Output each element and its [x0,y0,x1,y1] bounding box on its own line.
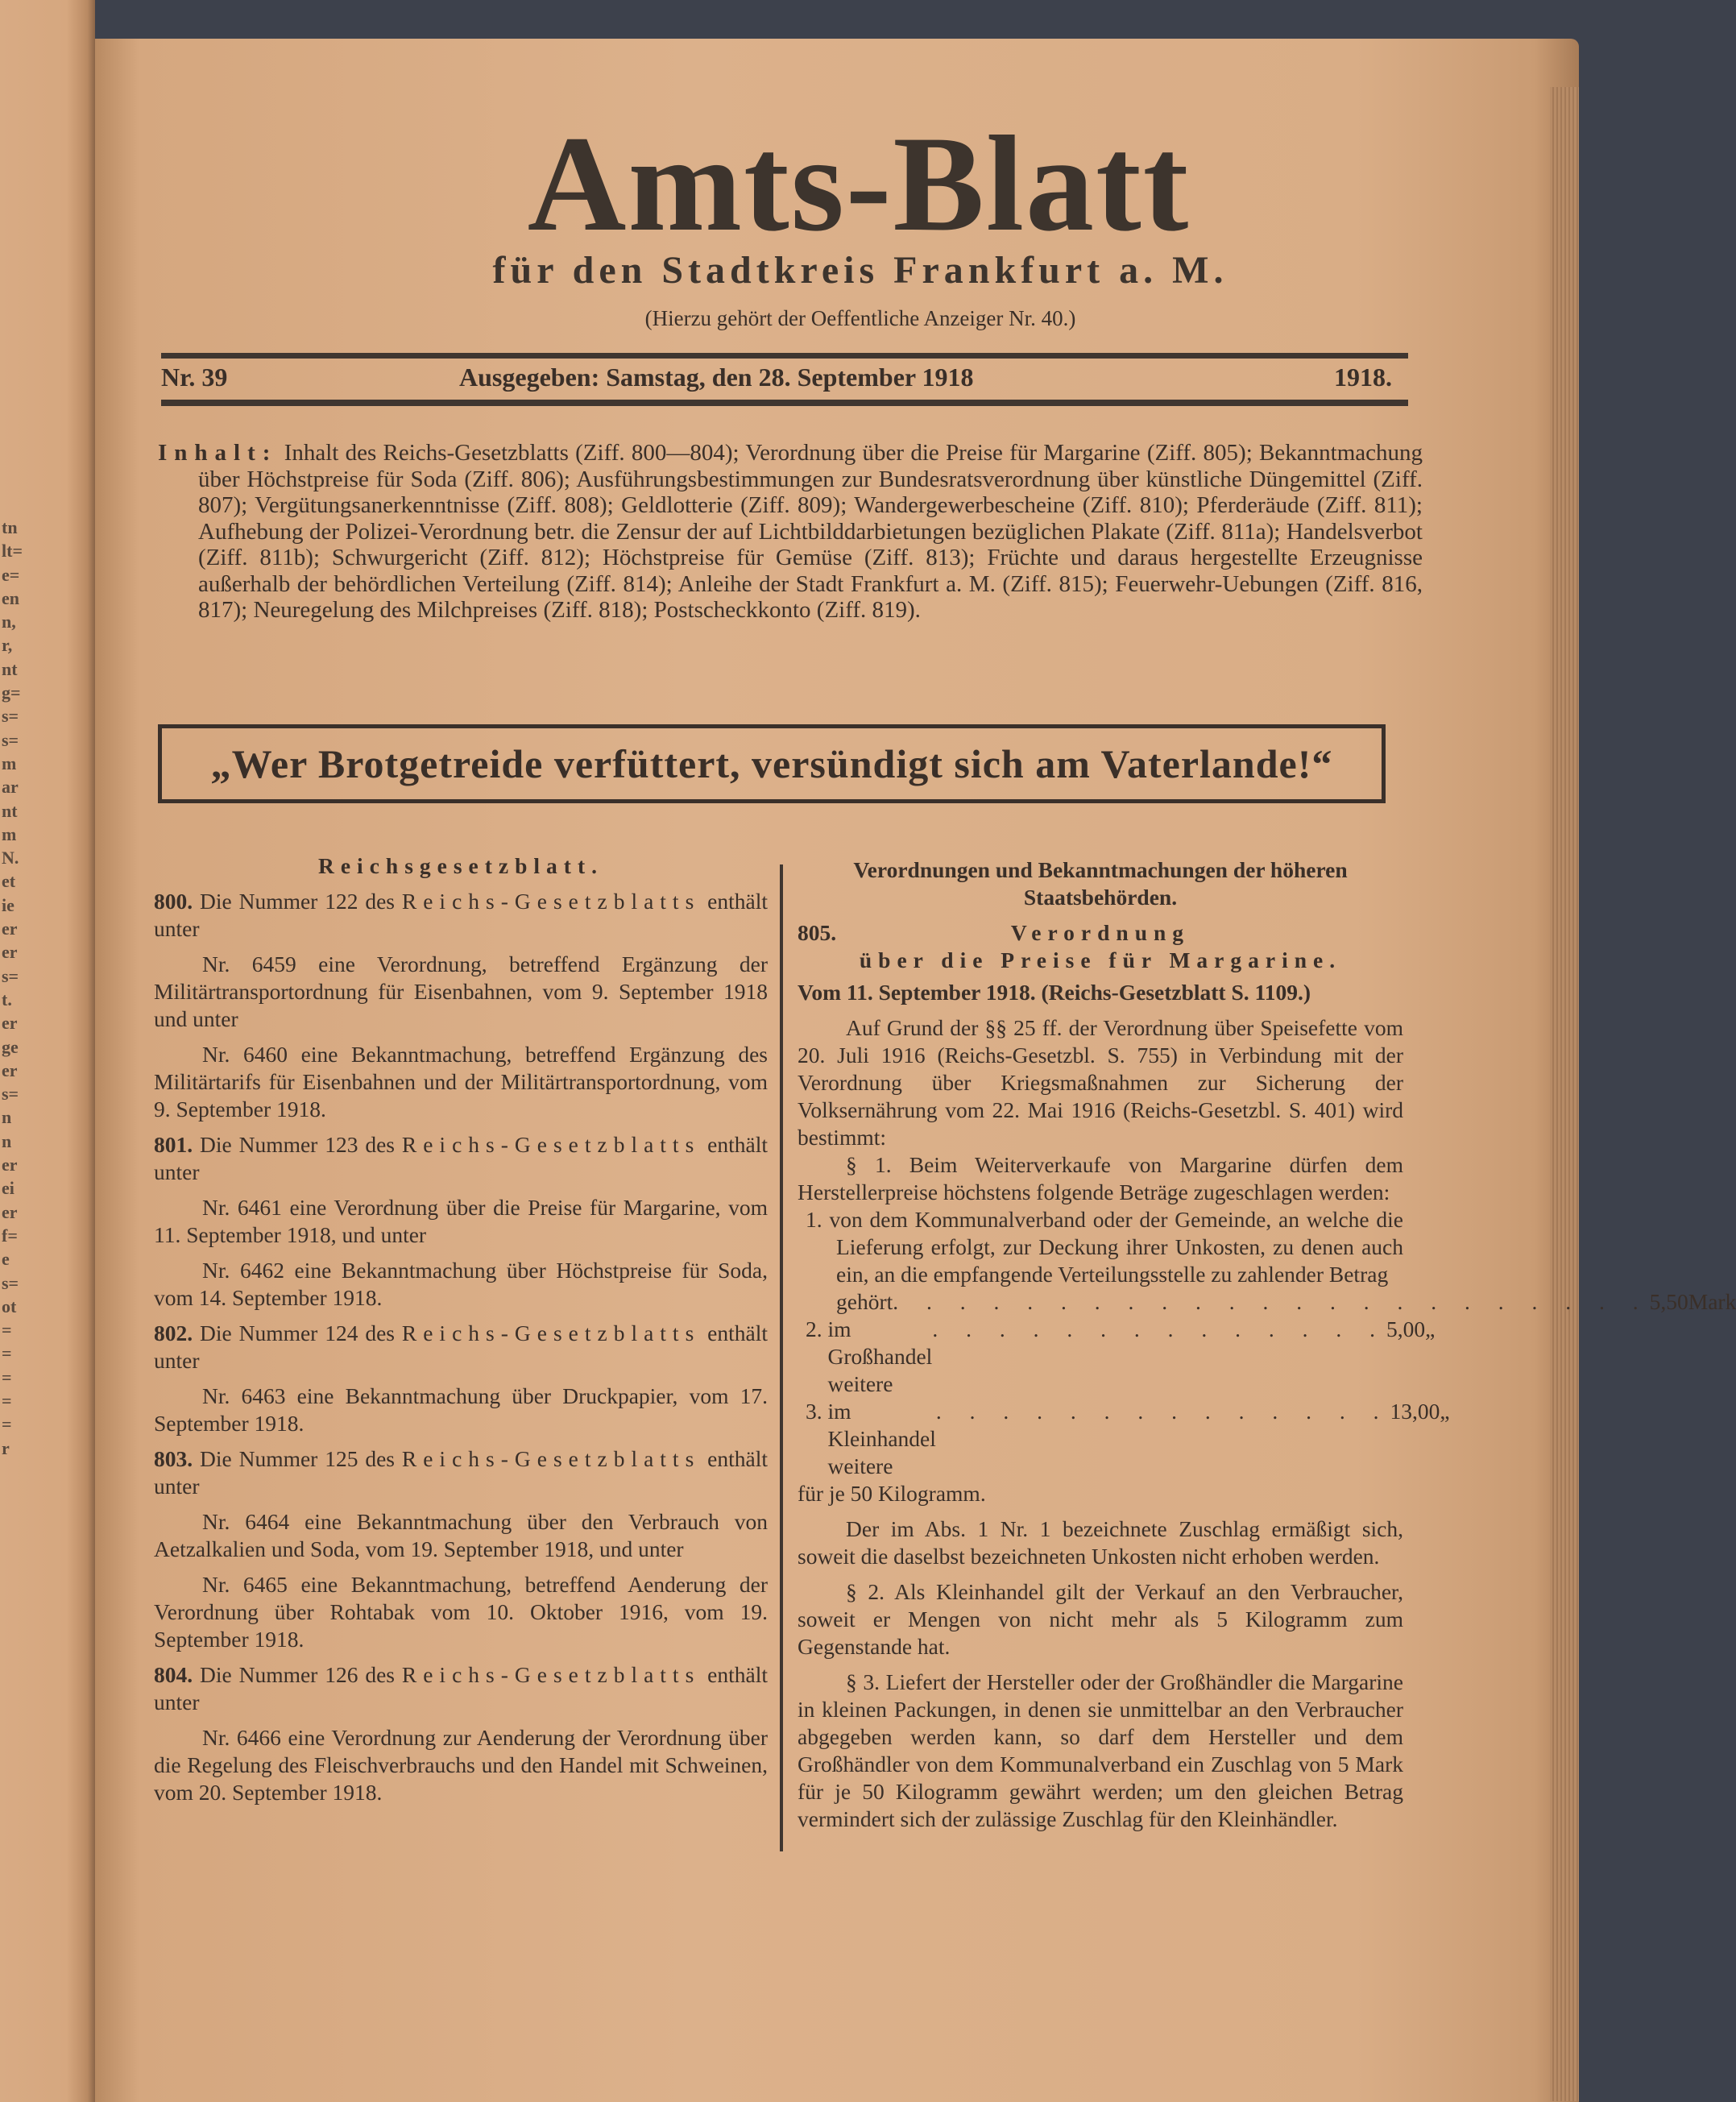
margin-fragment: s= [2,965,19,986]
entry-intro-tail: enthält unter [154,1132,768,1184]
entry-title: Verordnung [1010,920,1191,945]
item-amount: 5,50 [1649,1289,1688,1314]
item-unit: Mark [1688,1289,1736,1314]
margin-fragment: ot [2,1296,17,1316]
entry-subtitle: über die Preise für Margarine. [859,947,1342,972]
contents-label: Inhalt: [158,440,278,466]
gazette-item: Nr. 6466 eine Verordnung zur Aenderung der Verordnung über die Regelung des Fleischverbrauchs und den Handel mit Schweinen, vom 20. September 1918. [154,1725,768,1805]
margin-fragment: s= [2,729,19,750]
margin-fragment: t. [2,989,12,1010]
entry-intro [154,1320,768,1374]
margin-fragment: et [2,871,16,892]
item-unit: „ [1440,1399,1450,1424]
margin-fragment: s= [2,1084,19,1105]
margin-fragment: lt= [2,541,23,562]
masthead-note: (Hierzu gehört der Oeffentliche Anzeiger Nr. 40.) [644,306,1076,330]
gazette-item: Nr. 6460 eine Bekanntmachung, betreffend Ergänzung des Militärtarifs für Eisenbahnen und der Militärtransportordnung, vom 9. September 1918. [154,1042,768,1121]
margin-fragment: er [2,1155,18,1175]
gazette-item: Nr. 6464 eine Bekanntmachung über den Verbrauch von Aetzalkalien und Soda, vom 19. September 1918, und unter [154,1509,768,1561]
margin-fragment: er [2,918,18,939]
previous-page-fragments [2,516,34,1460]
margin-fragment: ar [2,777,19,798]
margin-fragment: = [2,1343,12,1364]
issue-number: Nr. 39 [161,363,228,392]
entry-intro-text: Die Nummer 125 des [200,1446,395,1471]
section-heading: Verordnungen und Bekanntmachungen der höheren Staatsbehörden. [853,857,1348,910]
entry-number: 800. [154,889,193,914]
margin-fragment: s= [2,1272,19,1293]
slogan-text: „Wer Brotgetreide verfüttert, versündigt sich am Vaterlande!“ [210,741,1333,786]
section-heading: Reichsgesetzblatt. [317,853,603,878]
gazette-name: Reichs-Gesetzblatts [401,889,701,914]
dot-leader: . . . . . . . . . . . . . . [932,1316,1386,1341]
page-stack-edge [1550,87,1579,2101]
margin-fragment: n [2,1107,12,1128]
table-of-contents [158,440,1423,624]
entry-intro-text: Die Nummer 124 des [200,1320,395,1345]
margin-fragment: ei [2,1178,15,1199]
price-item [798,1206,1403,1288]
entry-number: 804. [154,1662,193,1687]
gazette-item: Nr. 6459 eine Verordnung, betreffend Ergänzung der Militärtransportordnung für Eisenbahnen, vom 9. September 1918 und unter [154,951,768,1031]
item-unit: „ [1425,1316,1436,1341]
margin-fragment: N. [2,848,19,869]
margin-fragment: nt [2,658,18,679]
item-lead: im Großhandel weitere [827,1316,933,1396]
entry-intro-text: Die Nummer 122 des [200,889,395,914]
margin-fragment: = [2,1320,12,1341]
margin-fragment: er [2,942,18,963]
margin-fragment: f= [2,1225,18,1246]
margin-fragment: r, [2,635,13,656]
gazette-name: Reichs-Gesetzblatts [401,1446,701,1471]
item-amount: 13,00 [1390,1399,1440,1424]
gazette-item: Nr. 6462 eine Bekanntmachung über Höchstpreise für Soda, vom 14. September 1918. [154,1258,768,1310]
margin-fragment: g= [2,682,21,703]
margin-fragment: en [2,587,19,608]
preamble: Auf Grund der §§ 25 ff. der Verordnung über Speisefette vom 20. Juli 1916 (Reichs-Gesetzbl. S. 755) in Verbindung mit der Verordnung über Kriegsmaßnahmen zur Sicherung der Volksernährung vom 22. Mai 1916 (Reichs-Gesetzbl. S. 401) wird bestimmt: [798,1015,1403,1150]
margin-fragment: e= [2,564,20,585]
entry-intro-text: Die Nummer 126 des [200,1662,395,1687]
margin-fragment: ge [2,1036,19,1057]
masthead-subtitle: für den Stadtkreis Frankfurt a. M. [492,249,1228,292]
margin-fragment: nt [2,800,18,821]
margin-fragment: er [2,1059,18,1080]
entry-number: 801. [154,1132,193,1157]
item-lead: im Kleinhandel weitere [827,1399,936,1478]
issue-date: Ausgegeben: Samstag, den 28. September 1918 [459,363,974,392]
paragraph-2: § 2. Als Kleinhandel gilt der Verkauf an den Verbraucher, soweit er Mengen von nicht mehr als 5 Kilogramm zum Gegenstande hat. [798,1579,1403,1659]
price-row [798,1316,1436,1398]
margin-fragment: m [2,752,17,773]
entry-intro [154,888,768,943]
issue-line [161,363,1408,398]
margin-fragment: = [2,1366,12,1387]
item-number: 2. [806,1316,822,1341]
paragraph-1: § 1. Beim Weiterverkaufe von Margarine dürfen dem Herstellerpreise höchstens folgende Beträge zugeschlagen werden: [798,1152,1403,1204]
contents-text: Inhalt des Reichs-Gesetzblatts (Ziff. 800—804); Verordnung über die Preise für Margarine (Ziff. 805); Bekanntmachung über Höchstpreise für Soda (Ziff. 806); Ausführungsbestimmungen zur Bundesratsverordnung über künstliche Düngemittel (Ziff. 807); Vergütungsanerkenntnisse (Ziff. 808); Geldlotterie (Ziff. 809); Wandergewerbescheine (Ziff. 810); Pferderäude (Ziff. 811); Aufhebung der Polizei-Verordnung betr. die Zensur der auf Lichtbilddarbietungen bezüglichen Plakate (Ziff. 811a); Handelsverbot (Ziff. 811b); Schwurgericht (Ziff. 812); Höchstpreise für Gemüse (Ziff. 813); Früchte und daraus hergestellte Erzeugnisse außerhalb der behördlichen Verteilung (Ziff. 814); Anleihe der Stadt Frankfurt a. M. (Ziff. 815); Feuerwehr-Uebungen (Ziff. 816, 817); Neuregelung des Milchpreises (Ziff. 818); Postscheckkonto (Ziff. 819). [198,440,1423,623]
margin-fragment: e [2,1249,10,1270]
margin-fragment: er [2,1013,18,1034]
entry-number: 802. [154,1320,193,1345]
item-amount: 5,00 [1386,1316,1426,1341]
gazette-name: Reichs-Gesetzblatts [401,1662,701,1687]
date-line: Vom 11. September 1918. (Reichs-Gesetzblatt S. 1109.) [798,980,1311,1005]
price-row [798,1398,1450,1480]
entry-intro-tail: enthält unter [154,1320,768,1373]
price-row [798,1288,1736,1316]
gazette-item: Nr. 6461 eine Verordnung über die Preise für Margarine, vom 11. September 1918, und unter [154,1195,768,1247]
margin-fragment: tn [2,517,18,537]
entry-number: 805. [798,920,837,945]
gazette-name: Reichs-Gesetzblatts [401,1132,701,1157]
column-divider [780,864,783,1851]
issue-year: 1918. [1334,363,1392,392]
entry-intro [154,1131,768,1186]
slogan-banner [158,724,1386,803]
bottom-rule [161,400,1408,406]
newspaper-page [95,39,1736,2102]
entry-805-header [798,919,1403,947]
margin-fragment: er [2,1201,18,1222]
margin-fragment: = [2,1390,12,1411]
right-column [798,856,1736,1833]
top-rule [161,353,1408,359]
previous-page-edge [0,0,95,2102]
entry-intro [154,1445,768,1500]
margin-fragment: m [2,823,17,844]
left-column [154,852,768,1806]
paragraph-3: § 3. Liefert der Hersteller oder der Großhändler die Margarine in kleinen Packungen, in denen sie unmittelbar an den Verbraucher abgegeben werden kann, so darf dem Hersteller und dem Großhändler von dem Kommunalverband ein Zuschlag von 5 Mark für je 50 Kilogramm gewährt werden; um den gleichen Betrag vermindert sich der zulässige Zuschlag für den Kleinhändler. [798,1669,1403,1831]
margin-fragment: ie [2,894,15,915]
gazette-item: Nr. 6465 eine Bekanntmachung, betreffend Aenderung der Verordnung über Rohtabak vom 10. Oktober 1916, vom 19. September 1918. [154,1572,768,1652]
dot-leader: . . . . . . . . . . . . . . . . . . . . . . . [893,1289,1650,1314]
item-text: von dem Kommunalverband oder der Gemeinde, an welche die Lieferung erfolgt, zur Deckung ihrer Unkosten, zu denen auch ein, an die empfangende Verteilungsstelle zu zahlender Betrag [829,1207,1404,1287]
gazette-item: Nr. 6463 eine Bekanntmachung über Druckpapier, vom 17. September 1918. [154,1383,768,1436]
gazette-name: Reichs-Gesetzblatts [401,1320,701,1345]
margin-fragment: = [2,1414,12,1435]
entry-intro-text: Die Nummer 123 des [200,1132,395,1157]
masthead-title: Amts-Blatt [527,108,1191,259]
entry-intro-tail: enthält unter [154,1446,768,1499]
margin-fragment: n, [2,612,16,632]
item-lead: gehört [836,1289,893,1314]
entry-number: 803. [154,1446,193,1471]
margin-fragment: r [2,1437,10,1458]
margin-fragment: n [2,1130,12,1151]
margin-fragment: s= [2,706,19,727]
paragraph-1b: Der im Abs. 1 Nr. 1 bezeichnete Zuschlag ermäßigt sich, soweit die daselbst bezeichneten Unkosten nicht erhoben werden. [798,1516,1403,1569]
dot-leader: . . . . . . . . . . . . . . [935,1399,1390,1424]
entry-intro-tail: enthält unter [154,889,768,941]
item-number: 1. [806,1207,822,1232]
entry-intro-tail: enthält unter [154,1662,768,1714]
per-unit: für je 50 Kilogramm. [798,1481,986,1506]
item-number: 3. [806,1399,822,1424]
entry-intro [154,1661,768,1716]
